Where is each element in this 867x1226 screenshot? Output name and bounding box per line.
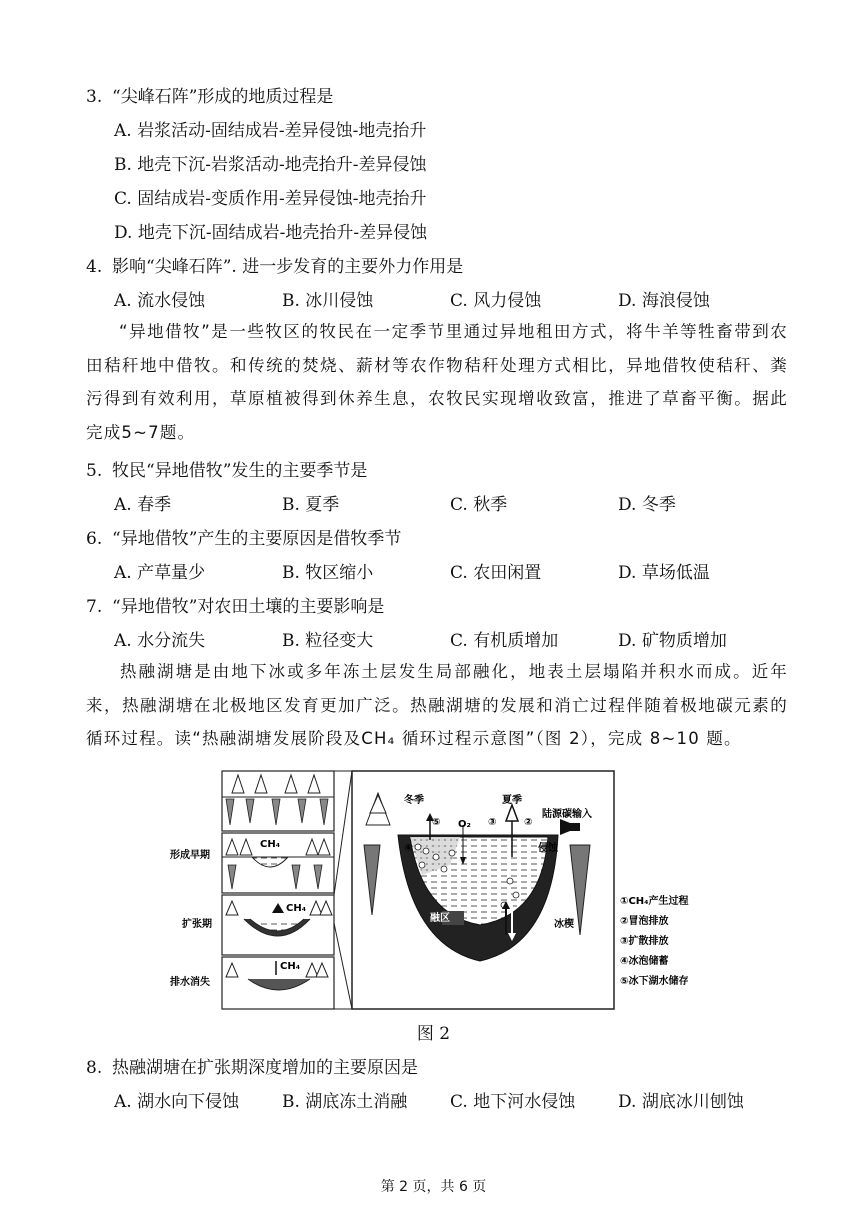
label-melt-zone: 融区 [430,913,450,924]
stage-label-drain: 排水消失 [170,977,210,988]
ch4-label-expansion: CH₄ [286,903,307,914]
question-6-option-d: D. 草场低温 [618,563,710,583]
question-4-stem: 影响“尖峰石阵”. 进一步发育的主要外力作用是 [112,257,464,277]
marker-3: ③ [488,817,497,828]
marker-4: ④ [404,843,413,854]
question-3-option-a: A. 岩浆活动-固结成岩-差异侵蚀-地壳抬升 [114,121,427,141]
question-8-option-a: A. 湖水向下侵蚀 [114,1092,240,1112]
question-7-option-a: A. 水分流失 [114,631,206,651]
stage-label-expansion: 扩张期 [182,919,212,930]
label-carbon-input: 陆源碳输入 [542,809,592,820]
question-5-stem: 牧民“异地借牧”发生的主要季节是 [112,461,368,481]
question-7-option-c: C. 有机质增加 [450,631,559,651]
question-6-stem: “异地借牧”产生的主要原因是借牧季节 [112,529,402,549]
legend-item-5: ⑤冰下湖水储存 [620,976,689,987]
legend-item-1: ①CH₄产生过程 [620,896,689,907]
question-8-option-c: C. 地下河水侵蚀 [450,1092,576,1112]
question-8-option-d: D. 湖底冰川刨蚀 [618,1092,744,1112]
question-6-option-a: A. 产草量少 [114,563,206,583]
label-erosion: 侵蚀 [538,843,558,854]
ch4-label-drain: CH₄ [280,961,301,972]
label-o2: O₂ [458,819,471,830]
label-ice-wedge: 冰楔 [554,919,574,930]
passage-borrow-grazing-text: “异地借牧”是一些牧区的牧民在一定季节里通过异地租田方式，将牛羊等牲畜带到农田秸秆地中借牧。和传统的焚烧、薪材等农作物秸秆处理方式相比，异地借牧使秸秆、粪污得到有效利用，草原植被得到休养生息，农牧民实现增收致富，推进了草畜平衡。据此完成5~7题。 [86,322,788,442]
question-6-option-b: B. 牧区缩小 [282,563,374,583]
question-7-stem: “异地借牧”对农田土壤的主要影响是 [112,597,385,617]
question-4-option-a: A. 流水侵蚀 [114,291,206,311]
question-5-number: 5. [86,461,103,481]
ch4-label-early: CH₄ [260,839,281,850]
passage-borrow-grazing [86,315,788,449]
question-4-option-b: B. 冰川侵蚀 [282,291,374,311]
question-8-stem: 热融湖塘在扩张期深度增加的主要原因是 [112,1058,418,1078]
figure-caption: 图 2 [416,1024,451,1044]
question-7-number: 7. [86,597,103,617]
legend-item-4: ④冰泡储蓄 [620,956,669,967]
question-5-option-a: A. 春季 [114,495,172,515]
question-3-number: 3. [86,87,103,107]
passage-thermokarst-text: 热融湖塘是由地下冰或多年冻土层发生局部融化，地表土层塌陷并积水而成。近年来，热融湖塘在北极地区发育更加广泛。热融湖塘的发展和消亡过程伴随着极地碳元素的循环过程。读“热融湖塘发展阶段及CH₄ 循环过程示意图”（图 2），完成 8~10 题。 [86,662,788,748]
question-7-option-d: D. 矿物质增加 [618,631,727,651]
marker-5: ⑤ [432,817,441,828]
question-6-number: 6. [86,529,103,549]
question-7-option-b: B. 粒径变大 [282,631,374,651]
legend-item-3: ③扩散排放 [620,936,669,947]
question-3-option-b: B. 地壳下沉-岩浆活动-地壳抬升-差异侵蚀 [114,155,427,175]
question-4-option-c: C. 风力侵蚀 [450,291,542,311]
passage-thermokarst [86,655,788,756]
season-summer: 夏季 [502,795,522,806]
question-5-option-b: B. 夏季 [282,495,340,515]
question-8-option-b: B. 湖底冻土消融 [282,1092,408,1112]
question-3-option-d: D. 地壳下沉-固结成岩-地壳抬升-差异侵蚀 [114,223,428,243]
question-3-option-c: C. 固结成岩-变质作用-差异侵蚀-地壳抬升 [114,189,427,209]
question-5-option-c: C. 秋季 [450,495,508,515]
season-winter: 冬季 [404,795,424,806]
figure-2-diagram [160,765,740,1017]
legend-item-2: ②冒泡排放 [620,916,669,927]
page-footer: 第 2 页，共 6 页 [380,1179,487,1195]
stage-panels [222,771,334,1009]
question-3-stem: “尖峰石阵”形成的地质过程是 [112,87,334,107]
question-4-number: 4. [86,257,103,277]
question-4-option-d: D. 海浪侵蚀 [618,291,710,311]
stage-label-early: 形成早期 [170,850,210,861]
question-5-option-d: D. 冬季 [618,495,676,515]
question-6-option-c: C. 农田闲置 [450,563,542,583]
question-8-number: 8. [86,1058,103,1078]
marker-2: ② [524,817,533,828]
marker-1: ① [400,883,409,894]
